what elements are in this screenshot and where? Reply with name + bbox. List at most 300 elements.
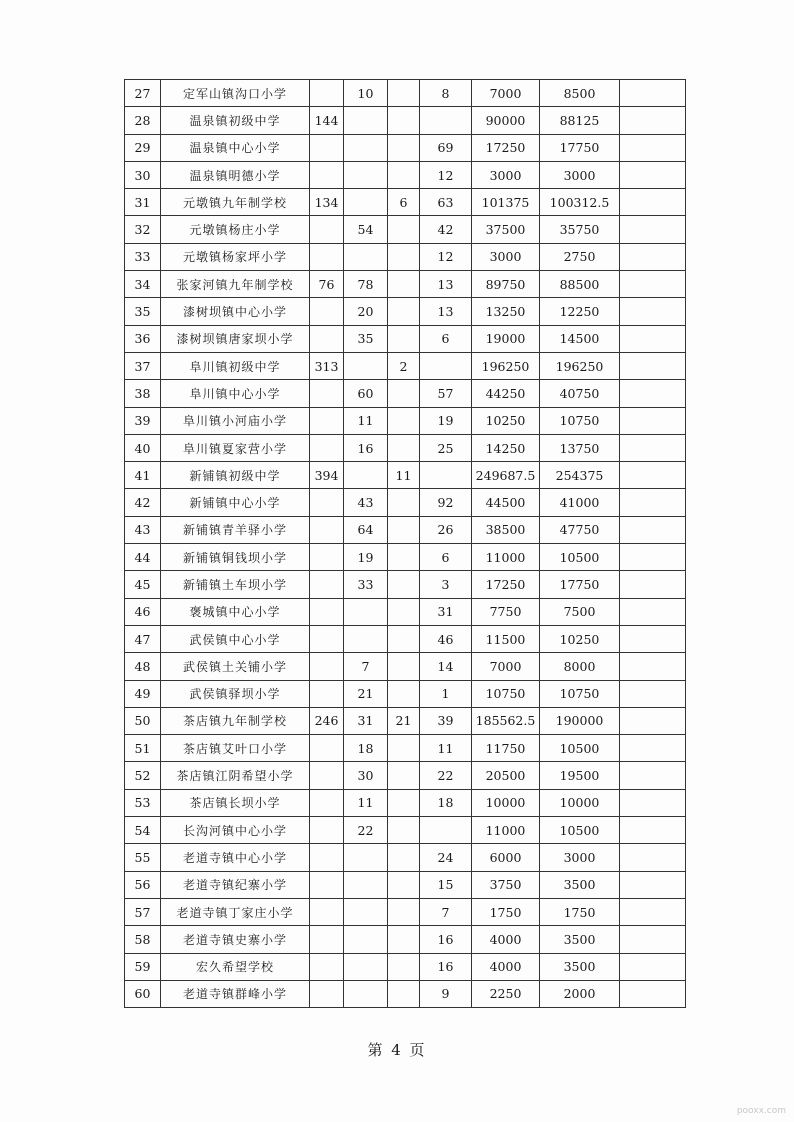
cell-amount-b: 190000	[540, 707, 620, 734]
cell-school-name: 元墩镇杨庄小学	[161, 216, 310, 243]
cell-other-count: 31	[420, 598, 472, 625]
cell-other-count: 14	[420, 653, 472, 680]
cell-junior-count	[310, 871, 344, 898]
cell-junior-count	[310, 216, 344, 243]
cell-extra-count	[388, 625, 420, 652]
cell-extra-count	[388, 653, 420, 680]
cell-junior-count	[310, 953, 344, 980]
cell-row-index: 52	[125, 762, 161, 789]
table-row	[125, 298, 686, 325]
cell-junior-count	[310, 298, 344, 325]
cell-primary-count: 18	[344, 735, 388, 762]
cell-amount-a: 17250	[472, 134, 540, 161]
cell-amount-a: 6000	[472, 844, 540, 871]
cell-amount-b: 8500	[540, 80, 620, 107]
cell-primary-count	[344, 243, 388, 270]
table-row	[125, 707, 686, 734]
cell-row-index: 54	[125, 817, 161, 844]
cell-school-name: 宏久希望学校	[161, 953, 310, 980]
cell-amount-b: 12250	[540, 298, 620, 325]
cell-remark	[620, 298, 686, 325]
cell-extra-count	[388, 243, 420, 270]
cell-primary-count	[344, 134, 388, 161]
cell-row-index: 55	[125, 844, 161, 871]
cell-remark	[620, 762, 686, 789]
cell-row-index: 44	[125, 544, 161, 571]
cell-amount-b: 3500	[540, 953, 620, 980]
cell-amount-b: 1750	[540, 898, 620, 925]
cell-row-index: 48	[125, 653, 161, 680]
cell-primary-count: 19	[344, 544, 388, 571]
cell-amount-a: 11000	[472, 817, 540, 844]
cell-amount-a: 44250	[472, 380, 540, 407]
cell-primary-count	[344, 598, 388, 625]
cell-amount-a: 17250	[472, 571, 540, 598]
cell-amount-b: 10500	[540, 544, 620, 571]
cell-amount-b: 13750	[540, 434, 620, 461]
cell-primary-count	[344, 462, 388, 489]
cell-amount-a: 19000	[472, 325, 540, 352]
cell-junior-count	[310, 380, 344, 407]
cell-remark	[620, 898, 686, 925]
table-row	[125, 735, 686, 762]
cell-school-name: 老道寺镇中心小学	[161, 844, 310, 871]
cell-school-name: 武侯镇驿坝小学	[161, 680, 310, 707]
cell-amount-b: 3000	[540, 844, 620, 871]
cell-school-name: 新铺镇土车坝小学	[161, 571, 310, 598]
cell-remark	[620, 926, 686, 953]
cell-other-count	[420, 352, 472, 379]
cell-extra-count	[388, 407, 420, 434]
cell-junior-count	[310, 161, 344, 188]
cell-extra-count	[388, 271, 420, 298]
cell-other-count: 92	[420, 489, 472, 516]
cell-amount-b: 88125	[540, 107, 620, 134]
cell-junior-count	[310, 898, 344, 925]
cell-other-count: 39	[420, 707, 472, 734]
cell-school-name: 新铺镇铜钱坝小学	[161, 544, 310, 571]
cell-row-index: 37	[125, 352, 161, 379]
cell-junior-count	[310, 407, 344, 434]
cell-primary-count	[344, 871, 388, 898]
cell-primary-count: 35	[344, 325, 388, 352]
cell-extra-count: 11	[388, 462, 420, 489]
cell-remark	[620, 161, 686, 188]
cell-other-count: 22	[420, 762, 472, 789]
cell-junior-count: 313	[310, 352, 344, 379]
cell-row-index: 34	[125, 271, 161, 298]
table-row	[125, 325, 686, 352]
cell-junior-count	[310, 653, 344, 680]
cell-extra-count	[388, 980, 420, 1007]
cell-primary-count: 11	[344, 789, 388, 816]
cell-primary-count: 43	[344, 489, 388, 516]
cell-amount-a: 4000	[472, 926, 540, 953]
cell-other-count: 7	[420, 898, 472, 925]
cell-other-count: 1	[420, 680, 472, 707]
cell-other-count: 12	[420, 161, 472, 188]
cell-school-name: 张家河镇九年制学校	[161, 271, 310, 298]
table-row	[125, 898, 686, 925]
table-row	[125, 489, 686, 516]
cell-amount-a: 3750	[472, 871, 540, 898]
cell-extra-count	[388, 107, 420, 134]
cell-amount-b: 10000	[540, 789, 620, 816]
cell-remark	[620, 571, 686, 598]
cell-amount-b: 2000	[540, 980, 620, 1007]
cell-other-count: 13	[420, 271, 472, 298]
cell-remark	[620, 680, 686, 707]
cell-junior-count: 246	[310, 707, 344, 734]
table-row	[125, 817, 686, 844]
cell-amount-b: 10750	[540, 407, 620, 434]
cell-other-count: 11	[420, 735, 472, 762]
cell-primary-count	[344, 625, 388, 652]
cell-amount-b: 10250	[540, 625, 620, 652]
cell-extra-count: 21	[388, 707, 420, 734]
cell-row-index: 31	[125, 189, 161, 216]
cell-amount-b: 17750	[540, 134, 620, 161]
cell-primary-count	[344, 161, 388, 188]
cell-row-index: 40	[125, 434, 161, 461]
cell-other-count: 69	[420, 134, 472, 161]
cell-amount-b: 10500	[540, 735, 620, 762]
cell-amount-a: 90000	[472, 107, 540, 134]
cell-extra-count: 2	[388, 352, 420, 379]
cell-extra-count	[388, 762, 420, 789]
cell-amount-a: 10000	[472, 789, 540, 816]
cell-row-index: 36	[125, 325, 161, 352]
cell-junior-count	[310, 516, 344, 543]
cell-other-count: 12	[420, 243, 472, 270]
cell-primary-count	[344, 980, 388, 1007]
cell-amount-b: 3000	[540, 161, 620, 188]
cell-primary-count: 20	[344, 298, 388, 325]
cell-primary-count	[344, 189, 388, 216]
cell-extra-count	[388, 489, 420, 516]
cell-extra-count	[388, 325, 420, 352]
cell-extra-count	[388, 216, 420, 243]
cell-remark	[620, 516, 686, 543]
cell-school-name: 定军山镇沟口小学	[161, 80, 310, 107]
cell-extra-count	[388, 735, 420, 762]
cell-junior-count	[310, 680, 344, 707]
cell-junior-count	[310, 762, 344, 789]
table-row	[125, 871, 686, 898]
cell-amount-b: 3500	[540, 871, 620, 898]
cell-row-index: 39	[125, 407, 161, 434]
cell-primary-count	[344, 107, 388, 134]
cell-junior-count	[310, 134, 344, 161]
cell-other-count: 18	[420, 789, 472, 816]
cell-remark	[620, 871, 686, 898]
table-row	[125, 980, 686, 1007]
cell-extra-count	[388, 926, 420, 953]
cell-junior-count: 134	[310, 189, 344, 216]
cell-school-name: 老道寺镇史寨小学	[161, 926, 310, 953]
cell-remark	[620, 189, 686, 216]
cell-amount-a: 2250	[472, 980, 540, 1007]
cell-remark	[620, 789, 686, 816]
cell-other-count: 42	[420, 216, 472, 243]
cell-remark	[620, 80, 686, 107]
cell-primary-count	[344, 352, 388, 379]
cell-junior-count	[310, 434, 344, 461]
cell-junior-count	[310, 243, 344, 270]
cell-other-count: 16	[420, 953, 472, 980]
cell-junior-count	[310, 80, 344, 107]
cell-row-index: 58	[125, 926, 161, 953]
cell-amount-a: 20500	[472, 762, 540, 789]
cell-school-name: 老道寺镇群峰小学	[161, 980, 310, 1007]
cell-primary-count: 7	[344, 653, 388, 680]
cell-primary-count	[344, 898, 388, 925]
cell-amount-a: 185562.5	[472, 707, 540, 734]
cell-school-name: 茶店镇艾叶口小学	[161, 735, 310, 762]
cell-remark	[620, 653, 686, 680]
table-row	[125, 680, 686, 707]
cell-other-count: 26	[420, 516, 472, 543]
cell-amount-a: 101375	[472, 189, 540, 216]
cell-amount-a: 38500	[472, 516, 540, 543]
cell-primary-count: 31	[344, 707, 388, 734]
cell-row-index: 28	[125, 107, 161, 134]
cell-amount-b: 35750	[540, 216, 620, 243]
cell-row-index: 49	[125, 680, 161, 707]
cell-amount-a: 3000	[472, 161, 540, 188]
cell-school-name: 新铺镇中心小学	[161, 489, 310, 516]
table-row	[125, 762, 686, 789]
cell-extra-count	[388, 161, 420, 188]
table-row	[125, 434, 686, 461]
cell-remark	[620, 707, 686, 734]
table-row	[125, 161, 686, 188]
cell-school-name: 新铺镇青羊驿小学	[161, 516, 310, 543]
cell-amount-b: 10750	[540, 680, 620, 707]
cell-school-name: 漆树坝镇唐家坝小学	[161, 325, 310, 352]
cell-other-count: 6	[420, 544, 472, 571]
cell-extra-count: 6	[388, 189, 420, 216]
cell-other-count: 19	[420, 407, 472, 434]
table-row	[125, 926, 686, 953]
cell-amount-b: 196250	[540, 352, 620, 379]
cell-junior-count	[310, 789, 344, 816]
school-funding-table	[124, 79, 686, 1008]
cell-amount-a: 3000	[472, 243, 540, 270]
cell-junior-count	[310, 735, 344, 762]
cell-junior-count	[310, 625, 344, 652]
cell-school-name: 茶店镇长坝小学	[161, 789, 310, 816]
cell-extra-count	[388, 571, 420, 598]
cell-remark	[620, 844, 686, 871]
cell-extra-count	[388, 516, 420, 543]
cell-remark	[620, 434, 686, 461]
cell-remark	[620, 325, 686, 352]
table-row	[125, 625, 686, 652]
cell-other-count: 8	[420, 80, 472, 107]
cell-extra-count	[388, 434, 420, 461]
cell-remark	[620, 489, 686, 516]
cell-amount-a: 10750	[472, 680, 540, 707]
table-row	[125, 134, 686, 161]
cell-amount-a: 249687.5	[472, 462, 540, 489]
table-row	[125, 462, 686, 489]
cell-junior-count	[310, 817, 344, 844]
cell-amount-b: 10500	[540, 817, 620, 844]
cell-primary-count: 30	[344, 762, 388, 789]
cell-remark	[620, 462, 686, 489]
cell-row-index: 51	[125, 735, 161, 762]
cell-row-index: 33	[125, 243, 161, 270]
cell-junior-count	[310, 571, 344, 598]
table-row	[125, 271, 686, 298]
cell-primary-count	[344, 926, 388, 953]
cell-amount-b: 254375	[540, 462, 620, 489]
cell-amount-a: 196250	[472, 352, 540, 379]
cell-amount-a: 10250	[472, 407, 540, 434]
cell-school-name: 温泉镇中心小学	[161, 134, 310, 161]
cell-remark	[620, 352, 686, 379]
cell-remark	[620, 735, 686, 762]
cell-amount-b: 2750	[540, 243, 620, 270]
cell-primary-count	[344, 953, 388, 980]
cell-junior-count	[310, 598, 344, 625]
cell-remark	[620, 271, 686, 298]
cell-other-count	[420, 462, 472, 489]
cell-school-name: 漆树坝镇中心小学	[161, 298, 310, 325]
cell-extra-count	[388, 298, 420, 325]
cell-amount-a: 1750	[472, 898, 540, 925]
cell-primary-count: 21	[344, 680, 388, 707]
cell-primary-count	[344, 844, 388, 871]
table-body	[125, 80, 686, 1008]
table-row	[125, 844, 686, 871]
cell-junior-count: 76	[310, 271, 344, 298]
cell-school-name: 武侯镇中心小学	[161, 625, 310, 652]
cell-remark	[620, 407, 686, 434]
cell-row-index: 29	[125, 134, 161, 161]
cell-amount-a: 89750	[472, 271, 540, 298]
table-row	[125, 189, 686, 216]
cell-amount-a: 37500	[472, 216, 540, 243]
watermark: pooxx.com	[736, 1106, 786, 1116]
cell-remark	[620, 216, 686, 243]
cell-primary-count: 22	[344, 817, 388, 844]
cell-amount-a: 7750	[472, 598, 540, 625]
table-row	[125, 544, 686, 571]
table-row	[125, 407, 686, 434]
cell-amount-a: 11500	[472, 625, 540, 652]
cell-extra-count	[388, 898, 420, 925]
cell-extra-count	[388, 817, 420, 844]
cell-amount-a: 7000	[472, 80, 540, 107]
cell-other-count: 9	[420, 980, 472, 1007]
cell-amount-b: 47750	[540, 516, 620, 543]
cell-school-name: 阜川镇初级中学	[161, 352, 310, 379]
cell-amount-a: 11750	[472, 735, 540, 762]
cell-row-index: 38	[125, 380, 161, 407]
page-number: 第 4 页	[367, 1041, 427, 1059]
cell-school-name: 阜川镇中心小学	[161, 380, 310, 407]
cell-other-count: 25	[420, 434, 472, 461]
cell-school-name: 老道寺镇纪寨小学	[161, 871, 310, 898]
cell-extra-count	[388, 80, 420, 107]
table-row	[125, 243, 686, 270]
cell-row-index: 45	[125, 571, 161, 598]
cell-primary-count: 64	[344, 516, 388, 543]
cell-extra-count	[388, 789, 420, 816]
cell-primary-count: 16	[344, 434, 388, 461]
cell-amount-a: 44500	[472, 489, 540, 516]
cell-extra-count	[388, 680, 420, 707]
cell-school-name: 茶店镇九年制学校	[161, 707, 310, 734]
cell-remark	[620, 243, 686, 270]
cell-school-name: 老道寺镇丁家庄小学	[161, 898, 310, 925]
cell-primary-count: 78	[344, 271, 388, 298]
cell-row-index: 53	[125, 789, 161, 816]
cell-primary-count: 54	[344, 216, 388, 243]
table-row	[125, 80, 686, 107]
cell-amount-b: 100312.5	[540, 189, 620, 216]
cell-remark	[620, 625, 686, 652]
cell-amount-a: 7000	[472, 653, 540, 680]
cell-school-name: 阜川镇小河庙小学	[161, 407, 310, 434]
table-row	[125, 653, 686, 680]
cell-remark	[620, 134, 686, 161]
cell-junior-count	[310, 544, 344, 571]
cell-school-name: 新铺镇初级中学	[161, 462, 310, 489]
table-row	[125, 789, 686, 816]
cell-primary-count: 60	[344, 380, 388, 407]
cell-amount-b: 41000	[540, 489, 620, 516]
cell-school-name: 武侯镇土关铺小学	[161, 653, 310, 680]
cell-primary-count: 10	[344, 80, 388, 107]
cell-school-name: 茶店镇江阴希望小学	[161, 762, 310, 789]
cell-extra-count	[388, 844, 420, 871]
cell-amount-a: 11000	[472, 544, 540, 571]
cell-amount-b: 40750	[540, 380, 620, 407]
cell-other-count: 13	[420, 298, 472, 325]
cell-row-index: 46	[125, 598, 161, 625]
cell-junior-count: 394	[310, 462, 344, 489]
cell-remark	[620, 953, 686, 980]
cell-junior-count	[310, 325, 344, 352]
cell-row-index: 27	[125, 80, 161, 107]
cell-school-name: 温泉镇初级中学	[161, 107, 310, 134]
cell-other-count: 63	[420, 189, 472, 216]
cell-other-count: 6	[420, 325, 472, 352]
cell-other-count: 24	[420, 844, 472, 871]
cell-amount-b: 7500	[540, 598, 620, 625]
cell-remark	[620, 980, 686, 1007]
cell-row-index: 47	[125, 625, 161, 652]
cell-other-count: 16	[420, 926, 472, 953]
table-row	[125, 380, 686, 407]
cell-row-index: 30	[125, 161, 161, 188]
cell-remark	[620, 544, 686, 571]
cell-junior-count	[310, 489, 344, 516]
cell-amount-a: 13250	[472, 298, 540, 325]
cell-other-count	[420, 817, 472, 844]
cell-remark	[620, 107, 686, 134]
cell-row-index: 43	[125, 516, 161, 543]
cell-remark	[620, 380, 686, 407]
cell-amount-b: 19500	[540, 762, 620, 789]
cell-extra-count	[388, 380, 420, 407]
table-row	[125, 216, 686, 243]
cell-remark	[620, 598, 686, 625]
cell-amount-a: 4000	[472, 953, 540, 980]
